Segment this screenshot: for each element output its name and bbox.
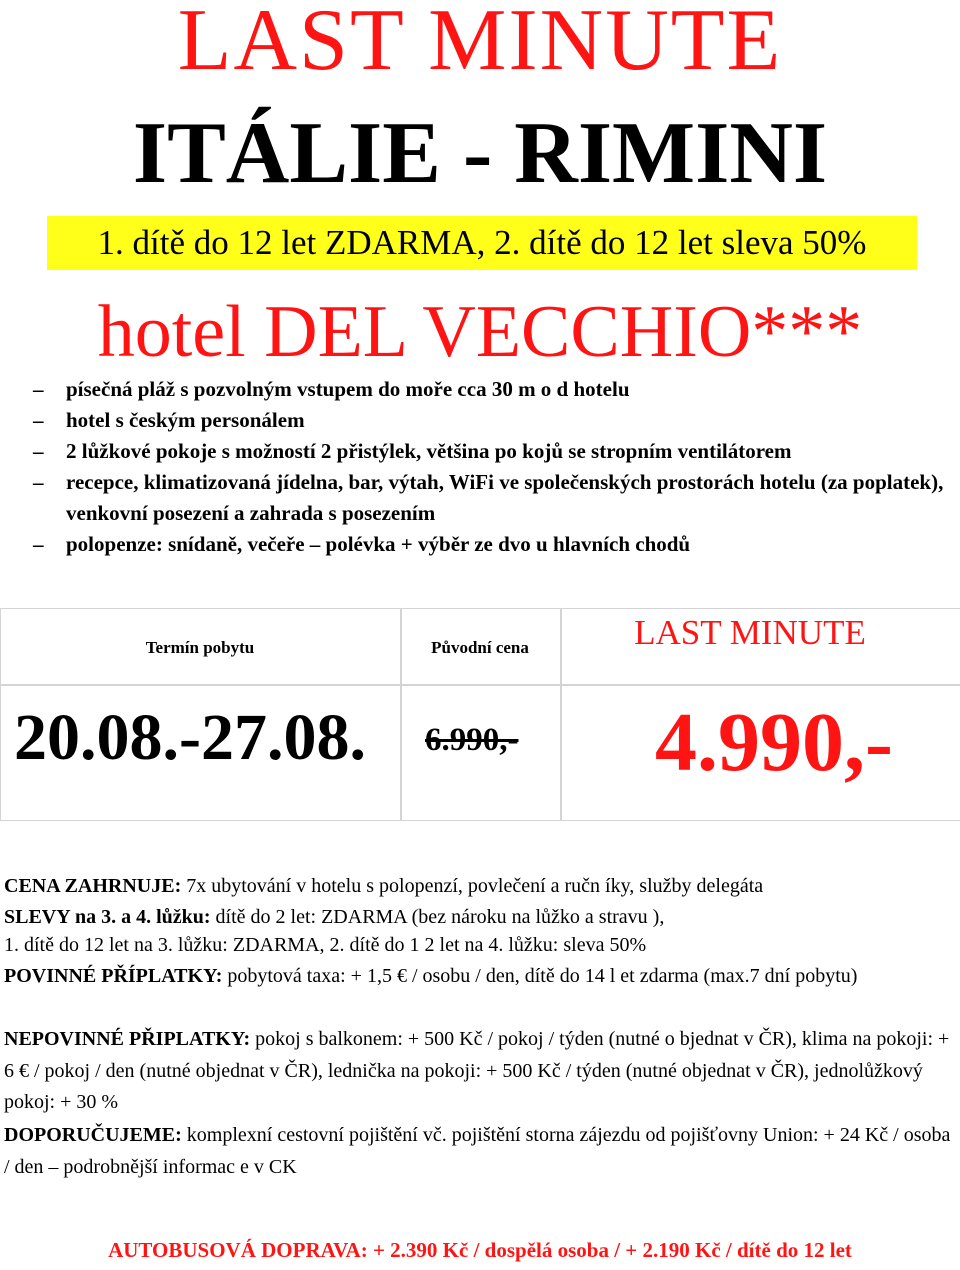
mandatory-label: POVINNÉ PŘÍPLATKY: [4,965,223,987]
dash-bullet: – [33,439,44,463]
feature-list [0,374,960,560]
feature-item: – polopenze: snídaně, večeře – polévka + výběr ze dvo u hlavních chodů [0,529,960,560]
headline-last-minute: LAST MINUTE [177,0,783,89]
includes-label: CENA ZAHRNUJE: [4,875,182,897]
last-minute-price: 4.990,- [655,696,893,789]
feature-item: – 2 lůžkové pokoje s možností 2 přistýlek, většina po kojů se stropním ventilátorem [0,436,960,467]
dash-bullet: – [33,408,44,432]
column-header-term: Termín pobytu [145,638,255,657]
recommend-label: DOPORUČUJEME: [4,1124,182,1146]
original-price: 6.990,- [425,722,519,758]
column-header-last-minute: LAST MINUTE [634,613,866,652]
optional-fees-paragraph: NEPOVINNÉ PŘIPLATKY: pokoj s balkonem: + 500 Kč / pokoj / týden (nutné o bjednat v ČR), klima na pokoji: + 6 € / pokoj / den (nutné objednat v ČR), lednička na pokoji: + 500 Kč / týden (nutné objednat v ČR), jednolůžkový pokoj: + 30 % [4,1028,950,1113]
dash-bullet: – [33,532,44,556]
recommend-paragraph: DOPORUČUJEME: komplexní cestovní pojištění vč. pojištění storna zájezdu od pojišťovny Union: + 24 Kč / osoba / den – podrobnější informac e v CK [4,1124,951,1178]
feature-item: – písečná pláž s pozvolným vstupem do moře cca 30 m o d hotelu [0,374,960,405]
includes-paragraph: CENA ZAHRNUJE: 7x ubytování v hotelu s polopenzí, povlečení a ručn íky, služby delegáta [4,875,764,897]
headline-destination: ITÁLIE - RIMINI [132,105,828,202]
child-discount-banner: 1. dítě do 12 let ZDARMA, 2. dítě do 12 let sleva 50% [47,216,917,270]
feature-item: – hotel s českým personálem [0,405,960,436]
discounts-label: SLEVY na 3. a 4. lůžku: [4,906,211,928]
hotel-name: hotel DEL VECCHIO*** [97,291,863,373]
bus-transport-price: AUTOBUSOVÁ DOPRAVA: + 2.390 Kč / dospělá osoba / + 2.190 Kč / dítě do 12 let [108,1238,852,1262]
term-dates: 20.08.-27.08. [14,701,366,774]
mandatory-fees-paragraph: POVINNÉ PŘÍPLATKY: pobytová taxa: + 1,5 € / osobu / den, dítě do 14 l et zdarma (max.7 dní pobytu) [4,965,858,987]
optional-label: NEPOVINNÉ PŘIPLATKY: [4,1028,251,1050]
dash-bullet: – [33,377,44,401]
column-header-original-price: Původní cena [431,638,529,657]
discounts-paragraph: SLEVY na 3. a 4. lůžku: dítě do 2 let: ZDARMA (bez nároku na lůžko a stravu ), [4,906,665,928]
dash-bullet: – [33,470,44,494]
discounts-line2: 1. dítě do 12 let na 3. lůžku: ZDARMA, 2. dítě do 1 2 let na 4. lůžku: sleva 50% [4,934,647,956]
feature-item: – recepce, klimatizovaná jídelna, bar, výtah, WiFi ve společenských prostorách hotelu (za poplatek), venkovní posezení a zahrada s posezením [0,467,960,529]
